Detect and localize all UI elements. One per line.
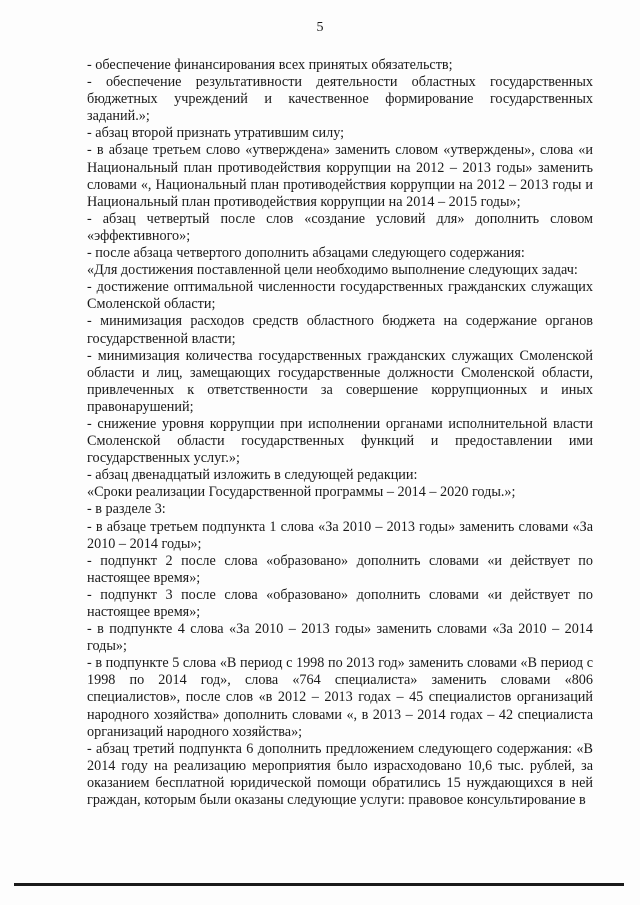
paragraph: - абзац четвертый после слов «создание условий для» дополнить словом «эффективного»;	[87, 210, 593, 244]
paragraph: - в подпункте 4 слова «За 2010 – 2013 годы» заменить словами «За 2010 – 2014 годы»;	[87, 621, 593, 655]
paragraph: - в подпункте 5 слова «В период с 1998 по 2013 год» заменить словами «В период с 1998 по 2014 год», слова «764 специалиста» заменить словами «806 специалистов», после слов «в 2012 – 2013 годах – 45 специалистов организаций народного хозяйства» дополнить словами «, в 2013 – 2014 годах – 42 специалиста организаций народного хозяйства»;	[87, 655, 593, 740]
paragraph: - обеспечение результативности деятельности областных государственных бюджетных учреждений и качественное формирование государственных заданий.»;	[87, 74, 593, 125]
document-body	[87, 57, 593, 809]
page-number: 5	[316, 20, 324, 35]
paragraph: - после абзаца четвертого дополнить абзацами следующего содержания:	[87, 245, 525, 262]
footer-rule	[14, 883, 624, 886]
paragraph: - достижение оптимальной численности государственных гражданских служащих Смоленской области;	[87, 279, 593, 313]
paragraph: «Сроки реализации Государственной программы – 2014 – 2020 годы.»;	[87, 484, 516, 501]
paragraph: - снижение уровня коррупции при исполнении органами исполнительной власти Смоленской области государственных функций и предоставлении ими государственных услуг.»;	[87, 415, 593, 467]
paragraph: - в абзаце третьем подпункта 1 слова «За 2010 – 2013 годы» заменить словами «За 2010 – 2014 годы»;	[87, 518, 593, 552]
paragraph: - абзац третий подпункта 6 дополнить предложением следующего содержания: «В 2014 году на реализацию мероприятия было израсходовано 10,6 тыс. рублей, за оказанием бесплатной юридической помощи обратились 15 нуждающихся в ней граждан, которым были оказаны следующие услуги: правовое консультирование в	[87, 740, 593, 809]
paragraph: - в разделе 3:	[87, 501, 166, 518]
paragraph: - обеспечение финансирования всех принятых обязательств;	[87, 57, 453, 73]
paragraph: «Для достижения поставленной цели необходимо выполнение следующих задач:	[87, 262, 578, 279]
paragraph: - абзац двенадцатый изложить в следующей редакции:	[87, 467, 418, 484]
paragraph: - минимизация расходов средств областного бюджета на содержание органов государственной власти;	[87, 313, 593, 347]
paragraph: - подпункт 2 после слова «образовано» дополнить словами «и действует по настоящее время»;	[87, 552, 593, 586]
paragraph: - подпункт 3 после слова «образовано» дополнить словами «и действует по настоящее время»;	[87, 586, 593, 620]
paragraph: - минимизация количества государственных гражданских служащих Смоленской области и лиц, замещающих государственные должности Смоленской области, привлеченных к ответственности за совершение коррупционных и иных правонарушений;	[87, 347, 593, 415]
paragraph: - в абзаце третьем слово «утверждена» заменить словом «утверждены», слова «и Национальный план противодействия коррупции на 2012 – 2013 годы» заменить словами «, Национальный план противодействия коррупции на 2012 – 2013 годы и Национальный план противодействия коррупции на 2014 – 2015 годы»;	[87, 142, 593, 210]
paragraph: - абзац второй признать утратившим силу;	[87, 125, 345, 142]
